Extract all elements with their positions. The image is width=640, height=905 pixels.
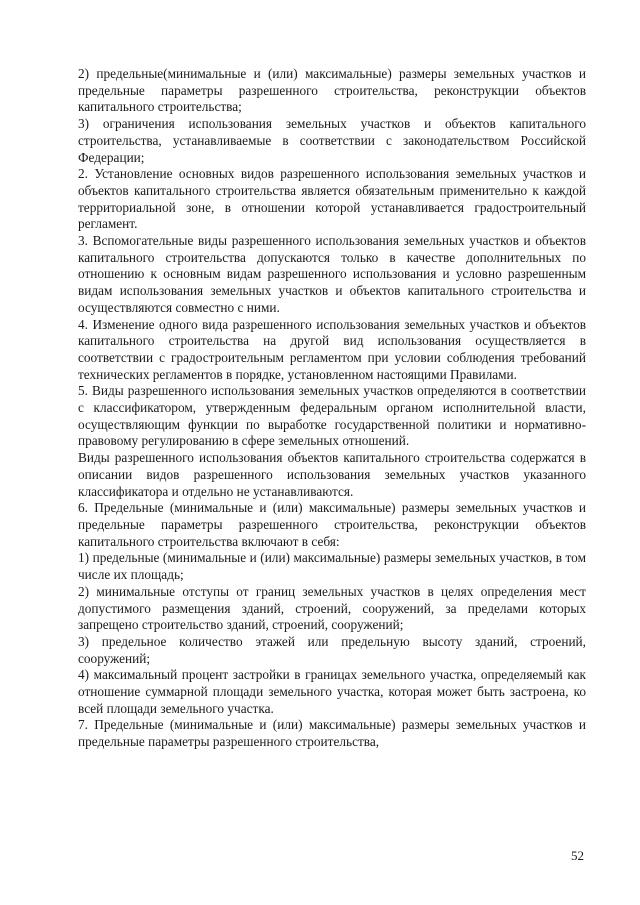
paragraph: 4) максимальный процент застройки в границах земельного участка, определяемый как отношение суммарной площади земельного участка, которая может быть застроена, ко всей площади земельного участка. <box>78 667 586 716</box>
paragraph: 5. Виды разрешенного использования земельных участков определяются в соответствии с классификатором, утвержденным федеральным органом исполнительной власти, осуществляющим функции по выработке государственной политики и нормативно-правовому регулированию в сфере земельных отношений. <box>78 383 586 449</box>
paragraph: 3. Вспомогательные виды разрешенного использования земельных участков и объектов капитального строительства допускаются только в качестве дополнительных по отношению к основным видам разрешенного использования и условно разрешенным видам использования земельных участков и объектов капитального строительства и осуществляются совместно с ними. <box>78 233 586 315</box>
paragraph: 3) предельное количество этажей или предельную высоту зданий, строений, сооружений; <box>78 633 586 666</box>
paragraph: 3) ограничения использования земельных участков и объектов капитального строительства, устанавливаемые в соответствии с законодательством Российской Федерации; <box>78 116 586 165</box>
page-number: 52 <box>571 848 584 863</box>
paragraph: 6. Предельные (минимальные и (или) максимальные) размеры земельных участков и предельные параметры разрешенного строительства, реконструкции объектов капитального строительства включают в себя: <box>78 500 586 549</box>
paragraph: Виды разрешенного использования объектов капитального строительства содержатся в описании видов разрешенного использования земельных участков указанного классификатора и отдельно не устанавливаются. <box>78 450 586 499</box>
document-body <box>78 66 586 751</box>
paragraph: 4. Изменение одного вида разрешенного использования земельных участков и объектов капитального строительства на другой вид использования осуществляется в соответствии с градостроительным регламентом при условии соблюдения требований технических регламентов в порядке, установленном настоящими Правилами. <box>78 316 586 382</box>
paragraph: 7. Предельные (минимальные и (или) максимальные) размеры земельных участков и предельные параметры разрешенного строительства, <box>78 717 586 750</box>
paragraph: 2) минимальные отступы от границ земельных участков в целях определения мест допустимого размещения зданий, строений, сооружений, за пределами которых запрещено строительство зданий, строений, сооружений; <box>78 583 586 633</box>
paragraph: 2) предельные(минимальные и (или) максимальные) размеры земельных участков и предельные параметры разрешенного строительства, реконструкции объектов капитального строительства; <box>78 66 586 115</box>
paragraph: 1) предельные (минимальные и (или) максимальные) размеры земельных участков, в том числе их площадь; <box>78 550 586 583</box>
paragraph: 2. Установление основных видов разрешенного использования земельных участков и объектов капитального строительства является обязательным применительно к каждой территориальной зоне, в отношении которой устанавливается градостроительный регламент. <box>78 166 586 232</box>
